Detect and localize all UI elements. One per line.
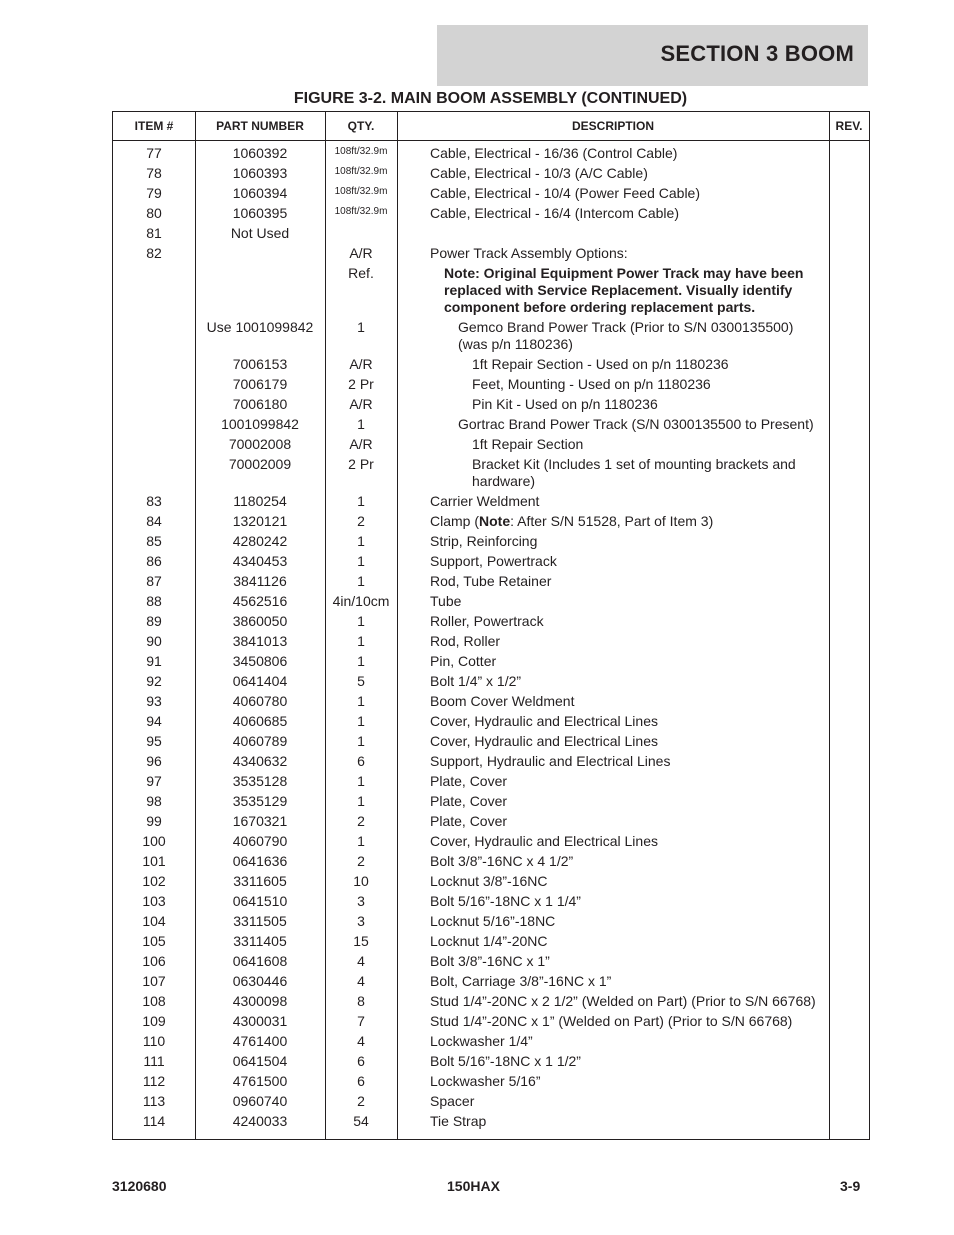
table-row (113, 891, 869, 911)
figure-title: FIGURE 3-2. MAIN BOOM ASSEMBLY (CONTINUED) (293, 90, 688, 107)
quantity: 6 (357, 753, 365, 769)
quantity: 6 (357, 1053, 365, 1069)
column-header-qty: QTY. (347, 119, 375, 133)
parts-table (112, 111, 870, 1140)
quantity: A/R (349, 396, 373, 412)
quantity: 10 (353, 873, 369, 889)
table-row (113, 491, 869, 511)
section-title: SECTION 3 BOOM (660, 41, 854, 66)
table-row (113, 571, 869, 591)
table-row (113, 591, 869, 611)
item-number: 103 (142, 893, 166, 909)
item-number: 101 (142, 853, 166, 869)
quantity: 4 (357, 973, 365, 989)
item-number: 79 (146, 185, 162, 201)
quantity: 1 (357, 319, 365, 335)
footer-doc-number: 3120680 (112, 1178, 167, 1194)
description-line: Tie Strap (430, 1113, 487, 1129)
item-number: 107 (142, 973, 166, 989)
item-number: 80 (146, 205, 162, 221)
item-number: 113 (142, 1093, 166, 1109)
part-number: 4761500 (232, 1073, 288, 1089)
column-header-rev: REV. (835, 119, 863, 133)
quantity: 2 (357, 513, 365, 529)
item-number: 94 (146, 713, 162, 729)
table-row (113, 731, 869, 751)
quantity: 3 (357, 893, 365, 909)
description-line: 1ft Repair Section (472, 436, 584, 452)
quantity: 1 (357, 613, 365, 629)
item-number: 100 (142, 833, 166, 849)
quantity: 4 (357, 953, 365, 969)
quantity: 108ft/32.9m (334, 186, 388, 197)
quantity: 1 (357, 653, 365, 669)
item-number: 109 (142, 1013, 166, 1029)
item-number: 78 (146, 165, 162, 181)
quantity: 1 (357, 693, 365, 709)
part-number: 3311505 (233, 913, 287, 929)
table-row (113, 531, 869, 551)
table-row (113, 511, 869, 531)
quantity: A/R (349, 436, 373, 452)
part-number: 4060790 (232, 833, 288, 849)
quantity: 108ft/32.9m (334, 146, 388, 157)
item-number: 105 (142, 933, 166, 949)
quantity: 4 (357, 1033, 365, 1049)
description-line: Stud 1/4”-20NC x 1” (Welded on Part) (Prior to S/N 66768) (430, 1013, 793, 1029)
table-row (113, 971, 869, 991)
description-line: Cable, Electrical - 10/3 (A/C Cable) (430, 165, 648, 181)
table-row (113, 811, 869, 831)
part-number: 1670321 (232, 813, 288, 829)
part-number: 7006153 (232, 356, 288, 372)
quantity: 2 Pr (348, 376, 374, 392)
part-number: 7006180 (232, 396, 288, 412)
part-number: 4060780 (232, 693, 288, 709)
item-number: 89 (146, 613, 162, 629)
table-row (113, 851, 869, 871)
description-line: 1ft Repair Section - Used on p/n 1180236 (472, 356, 729, 372)
description-line: Lockwasher 1/4” (430, 1033, 533, 1049)
part-number: 1001099842 (221, 416, 299, 432)
table-row (113, 691, 869, 711)
description-line: Carrier Weldment (430, 493, 540, 509)
table-row (113, 771, 869, 791)
table-row (113, 183, 869, 203)
part-number: 4240033 (232, 1113, 288, 1129)
part-number: 4340632 (232, 753, 288, 769)
quantity: 1 (357, 416, 365, 432)
part-number: 4340453 (232, 553, 288, 569)
quantity: 1 (357, 833, 365, 849)
part-number: 3841126 (233, 573, 287, 589)
table-row (113, 911, 869, 931)
item-number: 106 (142, 953, 166, 969)
description-line: Lockwasher 5/16” (430, 1073, 541, 1089)
part-number: 4060789 (232, 733, 288, 749)
part-number: 4280242 (232, 533, 288, 549)
quantity: 1 (357, 733, 365, 749)
description-line: hardware) (472, 473, 536, 489)
description-line: Bolt 3/8”-16NC x 1” (430, 953, 550, 969)
description-line: Clamp (Note: After S/N 51528, Part of Item 3) (430, 513, 714, 529)
item-number: 85 (146, 533, 162, 549)
part-number: 0641404 (232, 673, 288, 689)
part-number: 0641504 (232, 1053, 288, 1069)
item-number: 110 (142, 1033, 166, 1049)
description-line: Bolt 5/16”-18NC x 1 1/2” (430, 1053, 581, 1069)
part-number: 3535129 (232, 793, 288, 809)
description-line: replaced with Service Replacement. Visually identify (444, 282, 793, 298)
table-row (113, 1111, 869, 1131)
description-line: Plate, Cover (430, 813, 508, 829)
part-number: 70002008 (228, 436, 292, 452)
item-number: 92 (146, 673, 162, 689)
table-row (113, 791, 869, 811)
item-number: 114 (142, 1113, 166, 1129)
quantity: 1 (357, 493, 365, 509)
quantity: 3 (357, 913, 365, 929)
description-line: Bolt, Carriage 3/8”-16NC x 1” (430, 973, 612, 989)
table-row (113, 991, 869, 1011)
quantity: 1 (357, 793, 365, 809)
table-row (113, 931, 869, 951)
quantity: 2 (357, 1093, 365, 1109)
description-line: Support, Powertrack (430, 553, 557, 569)
part-number: 1320121 (232, 513, 288, 529)
quantity: Ref. (348, 265, 374, 281)
description-line: Plate, Cover (430, 773, 508, 789)
part-number: 4060685 (232, 713, 288, 729)
item-number: 112 (142, 1073, 166, 1089)
part-number: 0641608 (232, 953, 288, 969)
part-number: 4562516 (232, 593, 288, 609)
item-number: 108 (142, 993, 166, 1009)
item-number: 83 (146, 493, 162, 509)
description-line: Cover, Hydraulic and Electrical Lines (430, 713, 658, 729)
description-line: Bracket Kit (Includes 1 set of mounting brackets and (472, 456, 796, 472)
table-row (113, 163, 869, 183)
description-line: Support, Hydraulic and Electrical Lines (430, 753, 671, 769)
table-row (113, 317, 869, 354)
description-line: Cable, Electrical - 16/36 (Control Cable) (430, 145, 678, 161)
item-number: 88 (146, 593, 162, 609)
part-number: Use 1001099842 (206, 319, 314, 335)
table-row (113, 454, 869, 491)
quantity: 15 (353, 933, 369, 949)
part-number: 1060395 (232, 205, 288, 221)
part-number: 3860050 (232, 613, 288, 629)
quantity: 7 (357, 1013, 365, 1029)
description-line: Cover, Hydraulic and Electrical Lines (430, 833, 658, 849)
item-number: 77 (146, 145, 162, 161)
description-line: (was p/n 1180236) (458, 336, 573, 352)
description-line: Bolt 3/8”-16NC x 4 1/2” (430, 853, 574, 869)
description-line: Roller, Powertrack (430, 613, 544, 629)
part-number: 3450806 (232, 653, 288, 669)
part-number: 7006179 (232, 376, 288, 392)
table-row (113, 1091, 869, 1111)
item-number: 84 (146, 513, 162, 529)
part-number: 0630446 (232, 973, 288, 989)
description-line: Tube (430, 593, 462, 609)
description-line: Cover, Hydraulic and Electrical Lines (430, 733, 658, 749)
part-number: 4300031 (232, 1013, 288, 1029)
part-number: 0641636 (232, 853, 288, 869)
quantity: 108ft/32.9m (334, 166, 388, 177)
section-header-band (437, 25, 868, 86)
description-line: Locknut 1/4”-20NC (430, 933, 548, 949)
description-line: Rod, Tube Retainer (430, 573, 552, 589)
part-number: 0960740 (232, 1093, 288, 1109)
quantity: 8 (357, 993, 365, 1009)
item-number: 82 (146, 245, 162, 261)
description-line: Pin, Cotter (430, 653, 497, 669)
table-row (113, 1051, 869, 1071)
part-number: 1060392 (232, 145, 288, 161)
quantity: 5 (357, 673, 365, 689)
quantity: 1 (357, 573, 365, 589)
description-line: Gemco Brand Power Track (Prior to S/N 0300135500) (458, 319, 794, 335)
table-row (113, 203, 869, 223)
table-row (113, 434, 869, 454)
table-row (113, 551, 869, 571)
table-row (113, 243, 869, 263)
quantity: 2 (357, 853, 365, 869)
column-header-description: DESCRIPTION (571, 119, 654, 133)
description-line: Gortrac Brand Power Track (S/N 0300135500 to Present) (458, 416, 814, 432)
part-number: 3841013 (232, 633, 288, 649)
table-row (113, 751, 869, 771)
part-number: 3311605 (233, 873, 287, 889)
description-line: Rod, Roller (430, 633, 501, 649)
table-row (113, 671, 869, 691)
quantity: 6 (357, 1073, 365, 1089)
description-line: Spacer (430, 1093, 475, 1109)
item-number: 111 (143, 1053, 165, 1069)
description-line: Pin Kit - Used on p/n 1180236 (472, 396, 658, 412)
quantity: 54 (353, 1113, 369, 1129)
part-number: 3311405 (233, 933, 287, 949)
item-number: 99 (146, 813, 162, 829)
quantity: 4in/10cm (332, 593, 390, 609)
table-row (113, 1011, 869, 1031)
item-number: 91 (146, 653, 162, 669)
description-line: Bolt 1/4” x 1/2” (430, 673, 522, 689)
description-line: Strip, Reinforcing (430, 533, 538, 549)
part-number: 3535128 (232, 773, 288, 789)
description-line: Locknut 5/16”-18NC (430, 913, 556, 929)
table-row (113, 951, 869, 971)
description-line: component before ordering replacement parts. (444, 299, 756, 315)
item-number: 81 (146, 225, 162, 241)
item-number: 95 (146, 733, 162, 749)
table-row (113, 223, 869, 243)
table-row (113, 263, 869, 317)
part-number: 1060394 (232, 185, 288, 201)
item-number: 98 (146, 793, 162, 809)
table-row (113, 1031, 869, 1051)
description-line: Bolt 5/16”-18NC x 1 1/4” (430, 893, 581, 909)
quantity: 108ft/32.9m (334, 206, 388, 217)
part-number: 1180254 (233, 493, 287, 509)
part-number: 0641510 (232, 893, 288, 909)
table-row (113, 871, 869, 891)
quantity: 2 (357, 813, 365, 829)
description-line: Feet, Mounting - Used on p/n 1180236 (472, 376, 711, 392)
part-number: Not Used (230, 225, 290, 241)
footer-model: 150HAX (447, 1178, 500, 1194)
item-number: 96 (146, 753, 162, 769)
item-number: 104 (142, 913, 166, 929)
item-number: 86 (146, 553, 162, 569)
quantity: 2 Pr (348, 456, 374, 472)
table-row (113, 394, 869, 414)
table-row (113, 143, 869, 163)
header-divider (113, 140, 869, 141)
description-line: Stud 1/4”-20NC x 2 1/2” (Welded on Part) (Prior to S/N 66768) (430, 993, 816, 1009)
table-row (113, 711, 869, 731)
table-row (113, 611, 869, 631)
part-number: 4761400 (232, 1033, 288, 1049)
table-row (113, 1071, 869, 1091)
part-number: 4300098 (232, 993, 288, 1009)
table-row (113, 651, 869, 671)
description-line: Plate, Cover (430, 793, 508, 809)
column-header-part-number: PART NUMBER (216, 119, 304, 133)
table-row (113, 374, 869, 394)
part-number: 1060393 (232, 165, 288, 181)
footer-page-number: 3-9 (840, 1178, 861, 1194)
quantity: A/R (349, 245, 373, 261)
quantity: 1 (357, 533, 365, 549)
item-number: 102 (142, 873, 166, 889)
quantity: A/R (349, 356, 373, 372)
table-row (113, 831, 869, 851)
description-line: Cable, Electrical - 10/4 (Power Feed Cable) (430, 185, 701, 201)
description-line: Note: Original Equipment Power Track may have been (444, 265, 804, 281)
description-line: Cable, Electrical - 16/4 (Intercom Cable) (430, 205, 679, 221)
table-row (113, 631, 869, 651)
table-row (113, 414, 869, 434)
quantity: 1 (357, 773, 365, 789)
item-number: 87 (146, 573, 162, 589)
description-line: Power Track Assembly Options: (430, 245, 628, 261)
quantity: 1 (357, 713, 365, 729)
item-number: 90 (146, 633, 162, 649)
table-row (113, 354, 869, 374)
item-number: 93 (146, 693, 162, 709)
column-header-item: ITEM # (134, 119, 174, 133)
description-line: Locknut 3/8”-16NC (430, 873, 548, 889)
quantity: 1 (357, 553, 365, 569)
item-number: 97 (146, 773, 162, 789)
description-line: Boom Cover Weldment (430, 693, 575, 709)
part-number: 70002009 (228, 456, 292, 472)
quantity: 1 (357, 633, 365, 649)
